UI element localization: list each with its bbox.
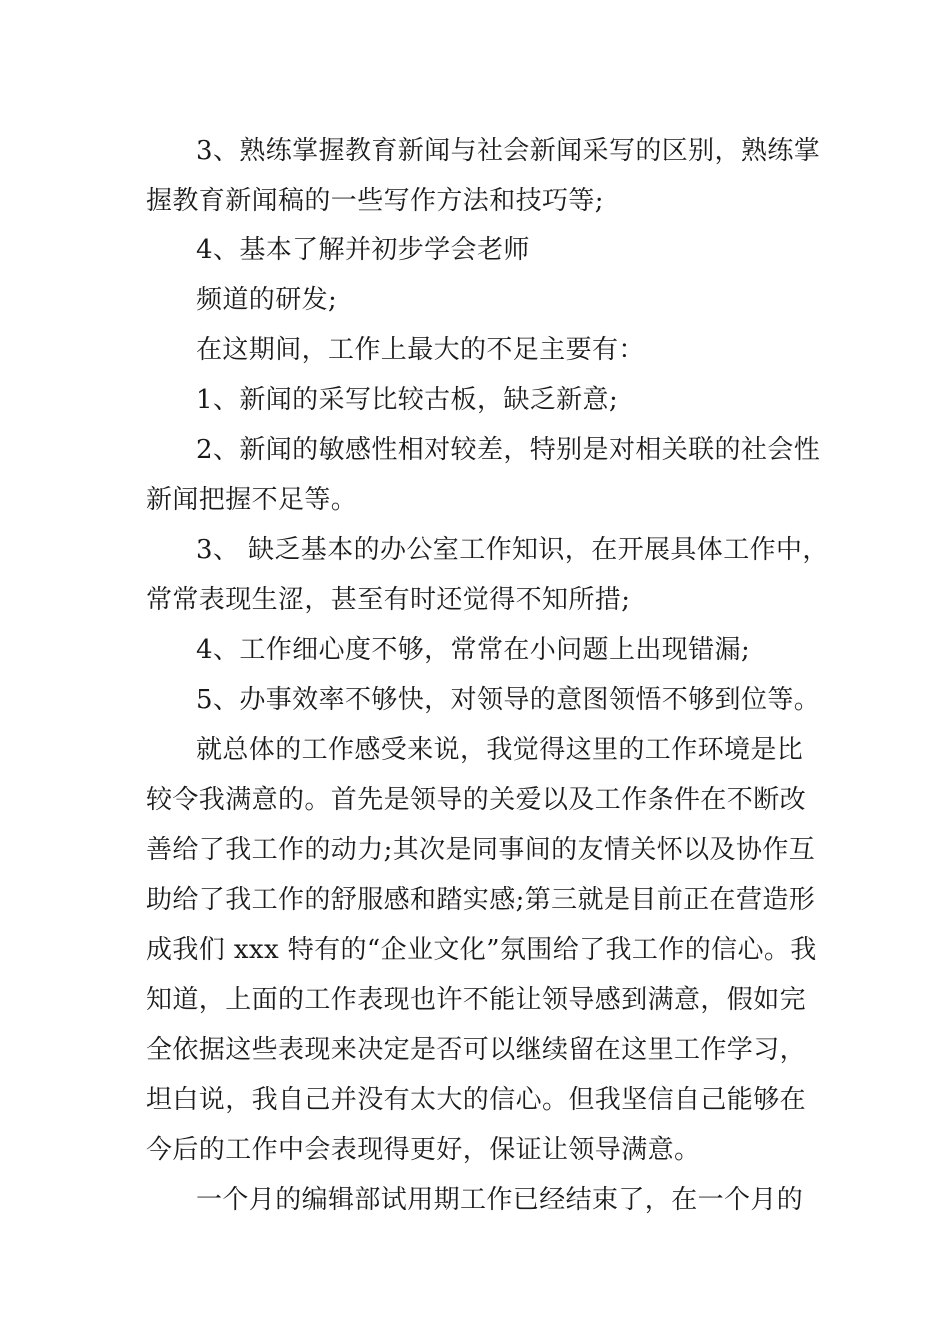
text-line: 5、办事效率不够快，对领导的意图领悟不够到位等。 (196, 685, 821, 715)
text-line: 3、 缺乏基本的办公室工作知识，在开展具体工作中， (196, 535, 829, 565)
text-line: 在这期间，工作上最大的不足主要有： (196, 335, 645, 365)
text-line: 2、新闻的敏感性相对较差，特别是对相关联的社会性 (196, 435, 821, 465)
text-line: 频道的研发; (196, 285, 338, 315)
text-line: 常常表现生涩，甚至有时还觉得不知所措; (146, 585, 631, 615)
text-line: 善给了我工作的动力;其次是同事间的友情关怀以及协作互 (146, 835, 816, 865)
text-line: 3、熟练掌握教育新闻与社会新闻采写的区别，熟练掌 (196, 136, 821, 166)
text-line: 4、工作细心度不够，常常在小问题上出现错漏; (196, 635, 751, 665)
text-line: 就总体的工作感受来说，我觉得这里的工作环境是比 (196, 735, 804, 765)
text-line: 知道，上面的工作表现也许不能让领导感到满意，假如完 (146, 985, 807, 1015)
text-line: 4、基本了解并初步学会老师 (196, 235, 530, 265)
text-line: 成我们 xxx 特有的“企业文化”氛围给了我工作的信心。我 (146, 935, 817, 965)
text-line: 1、新闻的采写比较古板，缺乏新意; (196, 385, 619, 415)
text-line: 今后的工作中会表现得更好，保证让领导满意。 (146, 1135, 701, 1165)
text-line: 一个月的编辑部试用期工作已经结束了，在一个月的 (196, 1185, 804, 1215)
text-line: 坦白说，我自己并没有太大的信心。但我坚信自己能够在 (146, 1085, 807, 1115)
text-line: 全依据这些表现来决定是否可以继续留在这里工作学习， (146, 1035, 807, 1065)
text-line: 助给了我工作的舒服感和踏实感;第三就是目前正在营造形 (146, 885, 816, 915)
text-line: 握教育新闻稿的一些写作方法和技巧等; (146, 186, 604, 216)
text-line: 新闻把握不足等。 (146, 485, 358, 515)
text-line: 较令我满意的。首先是领导的关爱以及工作条件在不断改 (146, 785, 807, 815)
